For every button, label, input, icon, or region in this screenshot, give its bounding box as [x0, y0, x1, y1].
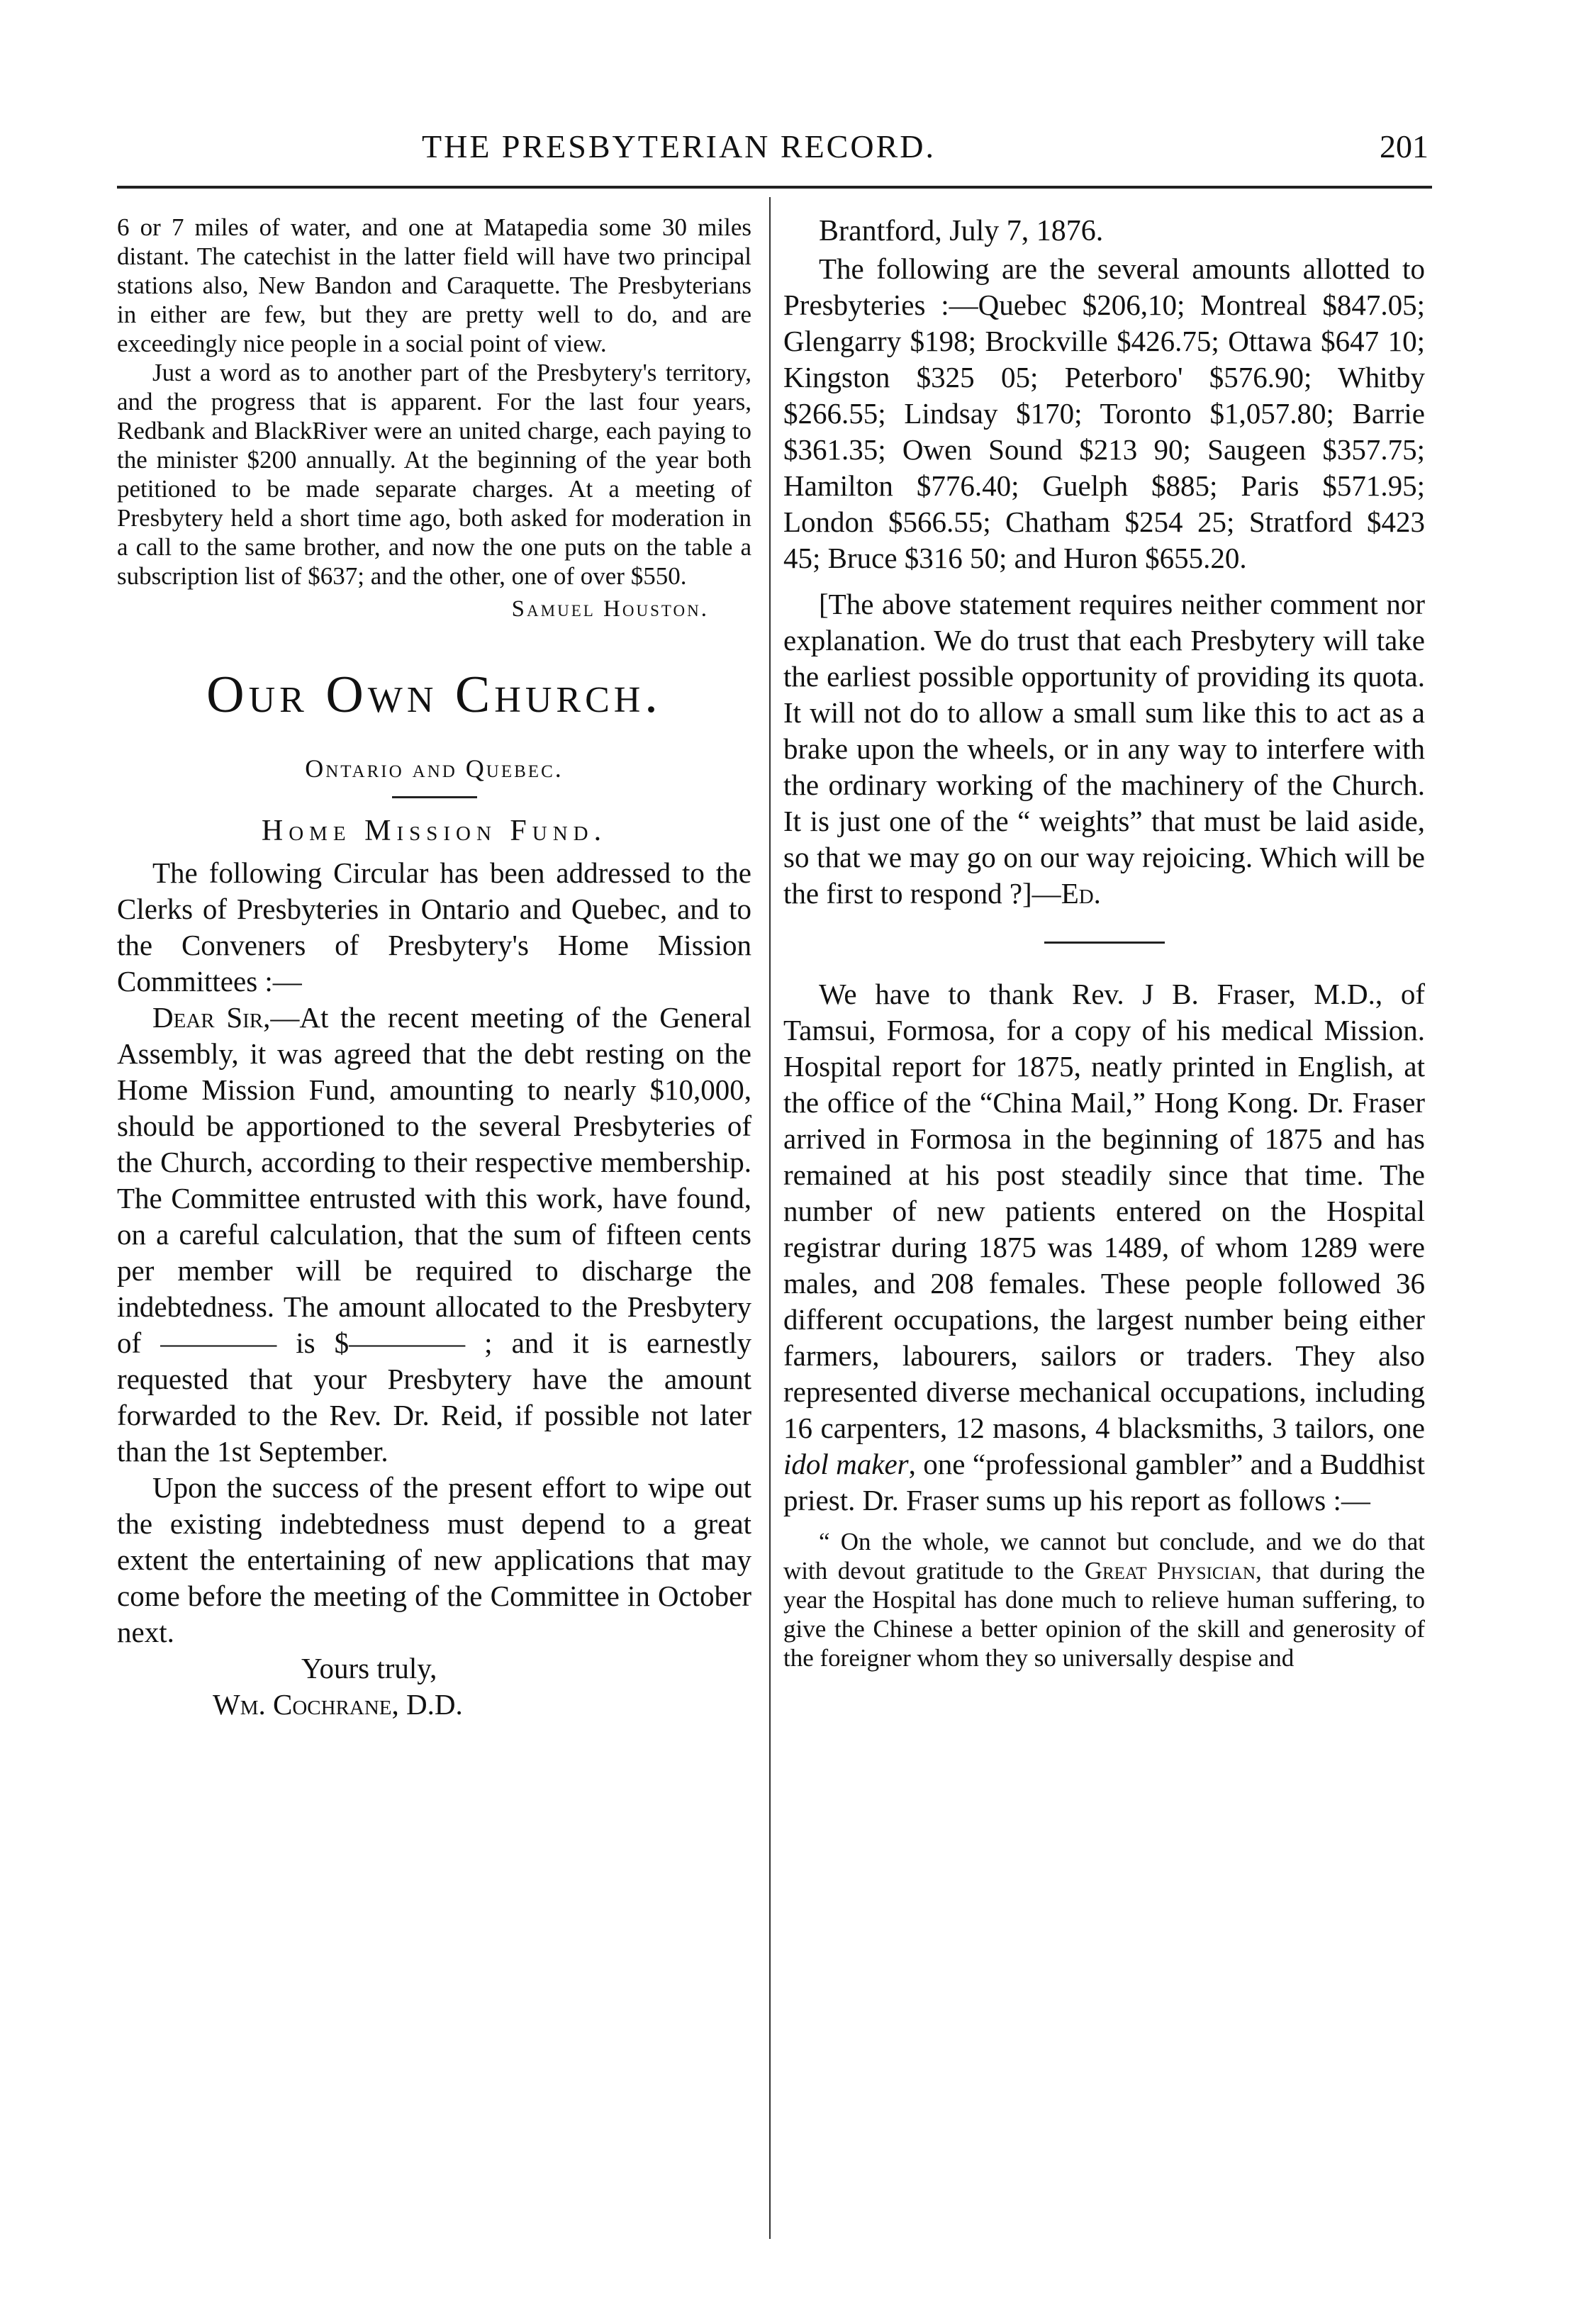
running-title: THE PRESBYTERIAN RECORD. [422, 128, 936, 164]
editor-initials: Ed. [1061, 877, 1101, 910]
section-rule [1044, 942, 1165, 944]
closing-name: Wm. Cochrane, D.D. [213, 1688, 463, 1721]
quote-start: “ On the whole, we cannot but conclude, and we do that with devout gratitude to the [783, 1528, 1425, 1585]
paragraph-upon-success: Upon the success of the present effort to wipe out the existing indebtedness must depend to a great extent the entertaining of new applications that may come before the meeting of the Committee in October next. [117, 1471, 751, 1648]
fraser-body: We have to thank Rev. J B. Fraser, M.D., of Tamsui, Formosa, for a copy of his medical Mission. Hospital report for 1875, neatly printed in English, at the office of the “China Mail,” Hong Kong. Dr. Fraser arrived in Formosa in the beginning of 1875 and has remained at his post steadily since that time. The number of new patients entered on the Hospital registrar during 1875 was 1489, of whom 1289 were males, and 208 females. These people followed 36 different occupations, the largest number being either farmers, labourers, sailors or traders. They also represented diverse mechanical occupations, including 16 carpenters, 12 masons, 4 blacksmiths, 3 tailors, one [783, 978, 1425, 1444]
closing: Yours truly, [301, 1652, 437, 1685]
signature-houston: Samuel Houston. [511, 596, 709, 622]
left-column [117, 213, 751, 1723]
section-title: Our Own Church. [206, 666, 662, 724]
paragraph-editor-note [783, 586, 1425, 912]
paragraph-amounts: The following are the several amounts allotted to Presbyteries :—Quebec $206,10; Montreal $847.05; Glengarry $198; Brockville $426.75; Ottawa $647 10; Kingston $325 05; Peterboro' $576.90; Whitby $266.55; Lindsay $170; Toronto $1,057.80; Barrie $361.35; Owen Sound $213 90; Saugeen $357.75; Hamilton $776.40; Guelph $885; Paris $571.95; London $566.55; Chatham $254 25; Stratford $423 45; Bruce $316 50; and Huron $655.20. [783, 252, 1425, 574]
page-number: 201 [1380, 128, 1429, 164]
fund-title: Home Mission Fund. [261, 815, 608, 847]
letter-body: —At the recent meeting of the General Assembly, it was agreed that the debt resting on the Home Mission Fund, amounting to nearly $10,000, should be apportioned to the several Presbyteries of the Church, according to their respective membership. The Committee entrusted with this work, have found, on a careful calculation, that the sum of fifteen cents per member will be required to discharge the indebtedness. The amount allocated to the Presbytery of ———— is $———— ; and it is earnestly requested that your Presbytery have the amount forwarded to the Rev. Dr. Reid, if possible not later than the 1st September. [117, 1001, 751, 1468]
short-rule [392, 796, 477, 798]
subsection-title: Ontario and Quebec. [305, 754, 564, 783]
page-header [117, 128, 1429, 184]
paragraph-fraser [783, 976, 1425, 1519]
fraser-italic: idol maker [783, 1448, 909, 1480]
paragraph-matapedia: 6 or 7 miles of water, and one at Matapedia some 30 miles distant. The catechist in the latter field will have two principal stations also, New Bandon and Caraquette. The Presbyterians in either are few, but they are pretty well to do, and are exceedingly nice people in a social point of view. [117, 213, 751, 357]
paragraph-circular: The following Circular has been addressed to the Clerks of Presbyteries in Ontario and Quebec, and to the Conveners of Presbytery's Home Mission Committees :— [117, 856, 751, 998]
quote-smallcaps: Great Physician [1084, 1557, 1256, 1585]
editor-note-body: [The above statement requires neither comment nor explanation. We do trust that each Presbytery will take the earliest possible opportunity of providing its quota. It will not do to allow a small sum like this to act as a brake upon the wheels, or in any way to interfere with the ordinary working of the machinery of the Church. It is just one of the “ weights” that must be laid aside, so that we may go on our way rejoicing. Which will be the first to respond ?]— [783, 588, 1425, 910]
dateline: Brantford, July 7, 1876. [819, 215, 1104, 247]
quote-end: , that during the year the Hospital has done much to relieve human suffering, to give the Chinese a better opinion of the skill and generosity of the foreigner whom they so universally despise and [783, 1557, 1425, 1672]
column-divider [769, 197, 771, 2239]
fraser-end: , one “professional gambler” and a Buddhist priest. Dr. Fraser sums up his report as follows :— [783, 1448, 1425, 1516]
right-column [783, 213, 1425, 1672]
header-rule [117, 186, 1432, 189]
paragraph-presbytery-territory: Just a word as to another part of the Presbytery's territory, and the progress that is apparent. For the last four years, Redbank and BlackRiver were an united charge, each paying to the minister $200 annually. At the beginning of the year both petitioned to be made separate charges. At a meeting of Presbytery held a short time ago, both asked for moderation in a call to the same brother, and now the one puts on the table a subscription list of $637; and the other, one of over $550. [117, 359, 751, 590]
paragraph-letter [117, 1000, 751, 1470]
salutation: Dear Sir, [152, 1001, 271, 1034]
paragraph-quote [783, 1527, 1425, 1672]
